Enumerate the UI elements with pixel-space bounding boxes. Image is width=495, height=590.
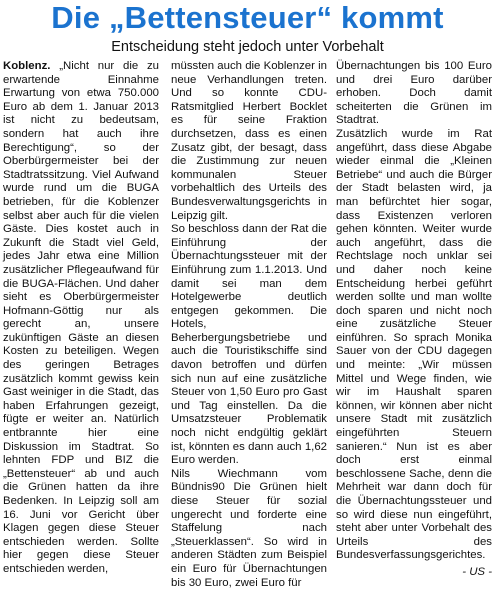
article-body bbox=[3, 60, 492, 589]
article-subheadline: Entscheidung steht jedoch unter Vorbehalt bbox=[111, 39, 384, 55]
paragraph: Nils Wiechmann vom Bündnis90 Die Grünen hielt diese Steuer für sozial ungerecht und forderte eine Staffelung nach „Steuerklassen“. So wird in anderen Städten zum Beispiel ein Euro für Übernachtungen bis 30 Euro, zwei Euro für bbox=[171, 467, 327, 589]
paragraph: So beschloss dann der Rat die Einführung der Übernachtungssteuer mit der Einführung zum 1.1.2013. Und damit sei man dem Hotelgewerbe deutlich entgegen gekommen. Die Hotels, Beherbergungsbetriebe und auch die Touristikschiffe sind davon betroffen und dürfen sich nun auf eine zusätzliche Steuer von 1,50 Euro pro Gast und Tag einstellen. Da die Umsatzsteuer Problematik noch nicht endgültig geklärt ist, könnten es dann auch 1,62 Euro werden. bbox=[171, 223, 327, 467]
paragraph: müssten auch die Koblenzer in neue Verhandlungen treten. Und so konnte CDU-Ratsmitglied Herbert Bocklet es für seine Fraktion durchsetzen, dass es einen Zusatz gibt, der besagt, dass die Zustimmung zur neuen kommunalen Steuer vorbehaltlich des Urteils des Bundesverwaltungsgerichts in Leipzig gilt. bbox=[171, 60, 327, 222]
article-column-1 bbox=[3, 60, 159, 575]
article-column-2 bbox=[171, 60, 327, 589]
paragraph: Zusätzlich wurde im Rat angeführt, dass diese Abgabe wieder einmal die „Kleinen Betriebe“ und auch die Bürger der Stadt belasten wird, ja man befürchtet hier sogar, dass Existenzen verloren gehen könnten. Weiter wurde auch angeführt, dass die Rechtslage noch unklar sei und daher noch keine Entscheidung herbei geführt werden sollte und man wollte doch sparen und nicht noch eine zusätzliche Steuer einführen. So sprach Monika Sauer von der CDU dagegen und meinte: „Wir müssen Mittel und Wege finden, wie wir im Haushalt sparen können, wir können aber nicht unsere Stadt mit zusätzlich eingeführten Steuern sanieren.“ Nun ist es aber doch erst einmal beschlossene Sache, denn die Mehrheit war dann doch für die Übernachtungssteuer und so wird diese nun eingeführt, steht aber unter Vorbehalt des Urteils des Bundesverfassungsgerichtes. bbox=[336, 127, 492, 562]
paragraph bbox=[3, 60, 159, 577]
paragraph: Übernachtungen bis 100 Euro und drei Euro darüber erhoben. Doch damit scheiterten die Grünen im Stadtrat. bbox=[336, 60, 492, 127]
article-headline: Die „Bettensteuer“ kommt bbox=[51, 0, 444, 35]
paragraph-text: „Nicht nur die zu erwartende Einnahme Erwartung von etwa 750.000 Euro ab dem 1. Januar 2013 ist nicht zu bedeutsam, sondern hat auch ihre Berechtigung“, so der Oberbürgermeister bei der Stadtratssitzung. Viel Aufwand wurde rund um die BUGA betrieben, für die Koblenzer selbst aber auch für die vielen Gäste. Dies kostet auch in Zukunft die Stadt viel Geld, jedes Jahr etwa eine Million zusätzlicher Pflegeaufwand für die BUGA-Flächen. Und daher sieht es Oberbürgermeister Hofmann-Göttig nur als gerecht an, unsere zukünftigen Gäste an diesen Kosten zu beteiligen. Wegen des geringen Betrages zusätzlich kommt gewiss kein Gast weiniger in die Stadt, das haben Erfahrungen gezeigt, fügte er weiter an. Natürlich entbrannte hier eine Diskussion im Stadtrat. So lehnten FDP und BIZ die „Bettensteuer“ ab und auch die Grünen hatten da ihre Bedenken. In Leipzig soll am 16. Juni vor Gericht über Klagen gegen diese Steuer entschieden werden. Sollte hier gegen diese Steuer entschieden werden, bbox=[3, 60, 159, 575]
author-signature: - US - bbox=[462, 565, 492, 578]
article-column-3 bbox=[336, 60, 492, 578]
dateline: Koblenz. bbox=[3, 60, 51, 72]
